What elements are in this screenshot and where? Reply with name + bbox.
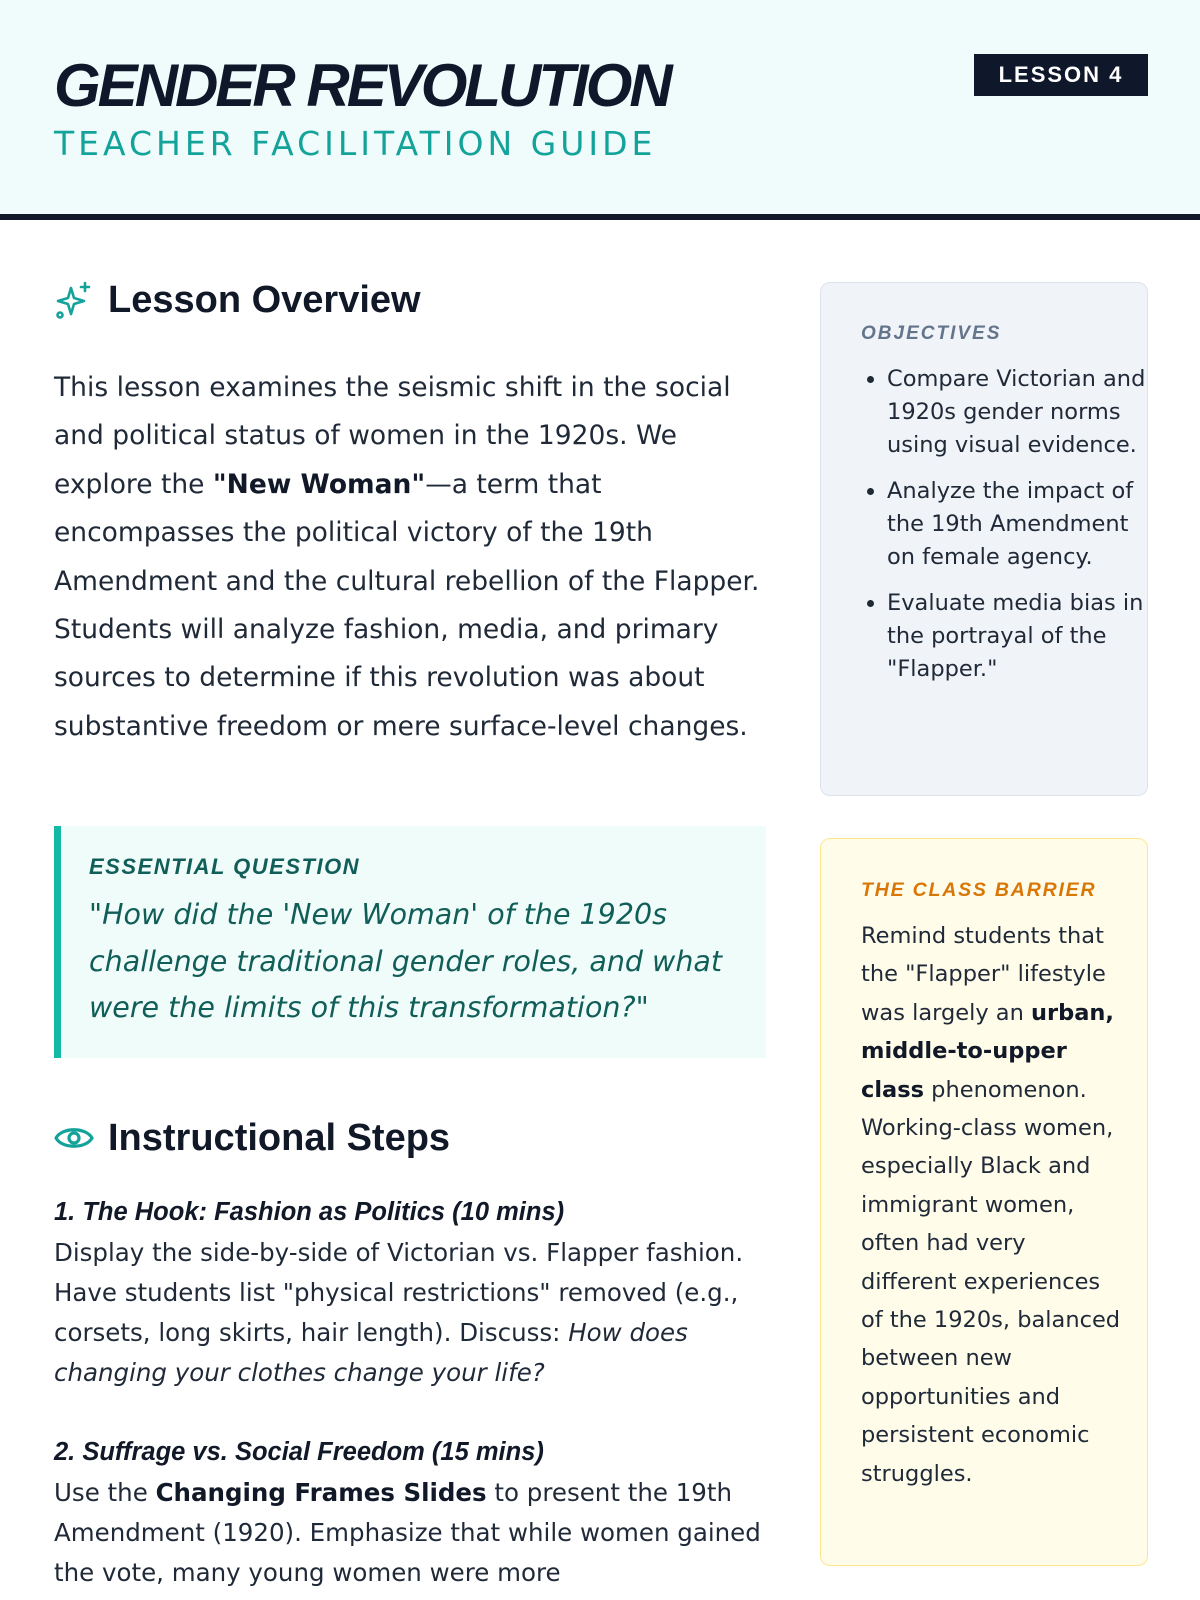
class-barrier-label: THE CLASS BARRIER: [861, 879, 1097, 901]
slides-reference: Changing Frames Slides: [155, 1478, 487, 1507]
essential-question-label: ESSENTIAL QUESTION: [89, 854, 361, 879]
objective-item: • Analyze the impact of the 19th Amendment on female agency.: [887, 475, 1149, 574]
step-text-part: Use the: [54, 1478, 156, 1507]
instructional-heading: [54, 1112, 450, 1164]
new-woman-term: "New Woman": [212, 468, 426, 500]
barrier-text-part: Remind students that the "Flapper" lifestyle was largely an: [861, 923, 1106, 1026]
objective-item: • Compare Victorian and 1920s gender norms using visual evidence.: [887, 363, 1149, 462]
essential-question-text: "How did the 'New Woman' of the 1920s challenge traditional gender roles, and what were the limits of this transformation?": [89, 898, 723, 1024]
page-title: GENDER REVOLUTION: [54, 52, 670, 119]
step-text: [54, 1473, 766, 1593]
eye-icon: [54, 1118, 94, 1158]
step-question: How does changing your clothes change your life?: [54, 1318, 688, 1387]
overview-text-part: —a term that encompasses the political victory of the 19th Amendment and the cultural rebellion of the Flapper. Students will analyze fashion, media, and primary sources to determine if this revolution was about substantive freedom or mere surface-level changes.: [54, 468, 760, 742]
overview-heading: [54, 274, 421, 326]
step-title: 1. The Hook: Fashion as Politics (10 mins): [54, 1198, 565, 1226]
page-subtitle: TEACHER FACILITATION GUIDE: [54, 124, 657, 163]
step-item: [54, 1193, 766, 1393]
essential-question-box: [54, 826, 766, 1058]
step-item: [54, 1433, 766, 1593]
objective-item: • Evaluate media bias in the portrayal of the "Flapper.": [887, 587, 1149, 686]
overview-heading-text: Lesson Overview: [108, 278, 421, 321]
page-header: [0, 0, 1200, 220]
step-text-part: to present the 19th Amendment (1920). Emphasize that while women gained the vote, many young women were more: [54, 1478, 761, 1587]
class-barrier-text: [861, 917, 1123, 1493]
step-title: 2. Suffrage vs. Social Freedom (15 mins): [54, 1438, 544, 1466]
objectives-list: [861, 363, 1149, 699]
step-text: [54, 1233, 766, 1393]
sparkles-icon: [54, 280, 94, 320]
objectives-box: [820, 282, 1148, 796]
step-text-part: Display the side-by-side of Victorian vs. Flapper fashion. Have students list "physical restrictions" removed (e.g., corsets, long skirts, hair length). Discuss:: [54, 1238, 744, 1347]
objectives-label: OBJECTIVES: [861, 323, 1002, 344]
lesson-badge: LESSON 4: [974, 54, 1148, 96]
class-barrier-box: [820, 838, 1148, 1566]
overview-paragraph: [54, 364, 766, 751]
class-emphasis: urban, middle-to-upper class: [861, 999, 1114, 1103]
barrier-text-part: phenomenon. Working-class women, especially Black and immigrant women, often had very different experiences of the 1920s, balanced between new opportunities and persistent economic struggles.: [861, 1076, 1121, 1487]
overview-text-part: This lesson examines the seismic shift in the social and political status of women in the 1920s. We explore the: [54, 372, 731, 500]
instructional-heading-text: Instructional Steps: [108, 1116, 451, 1159]
